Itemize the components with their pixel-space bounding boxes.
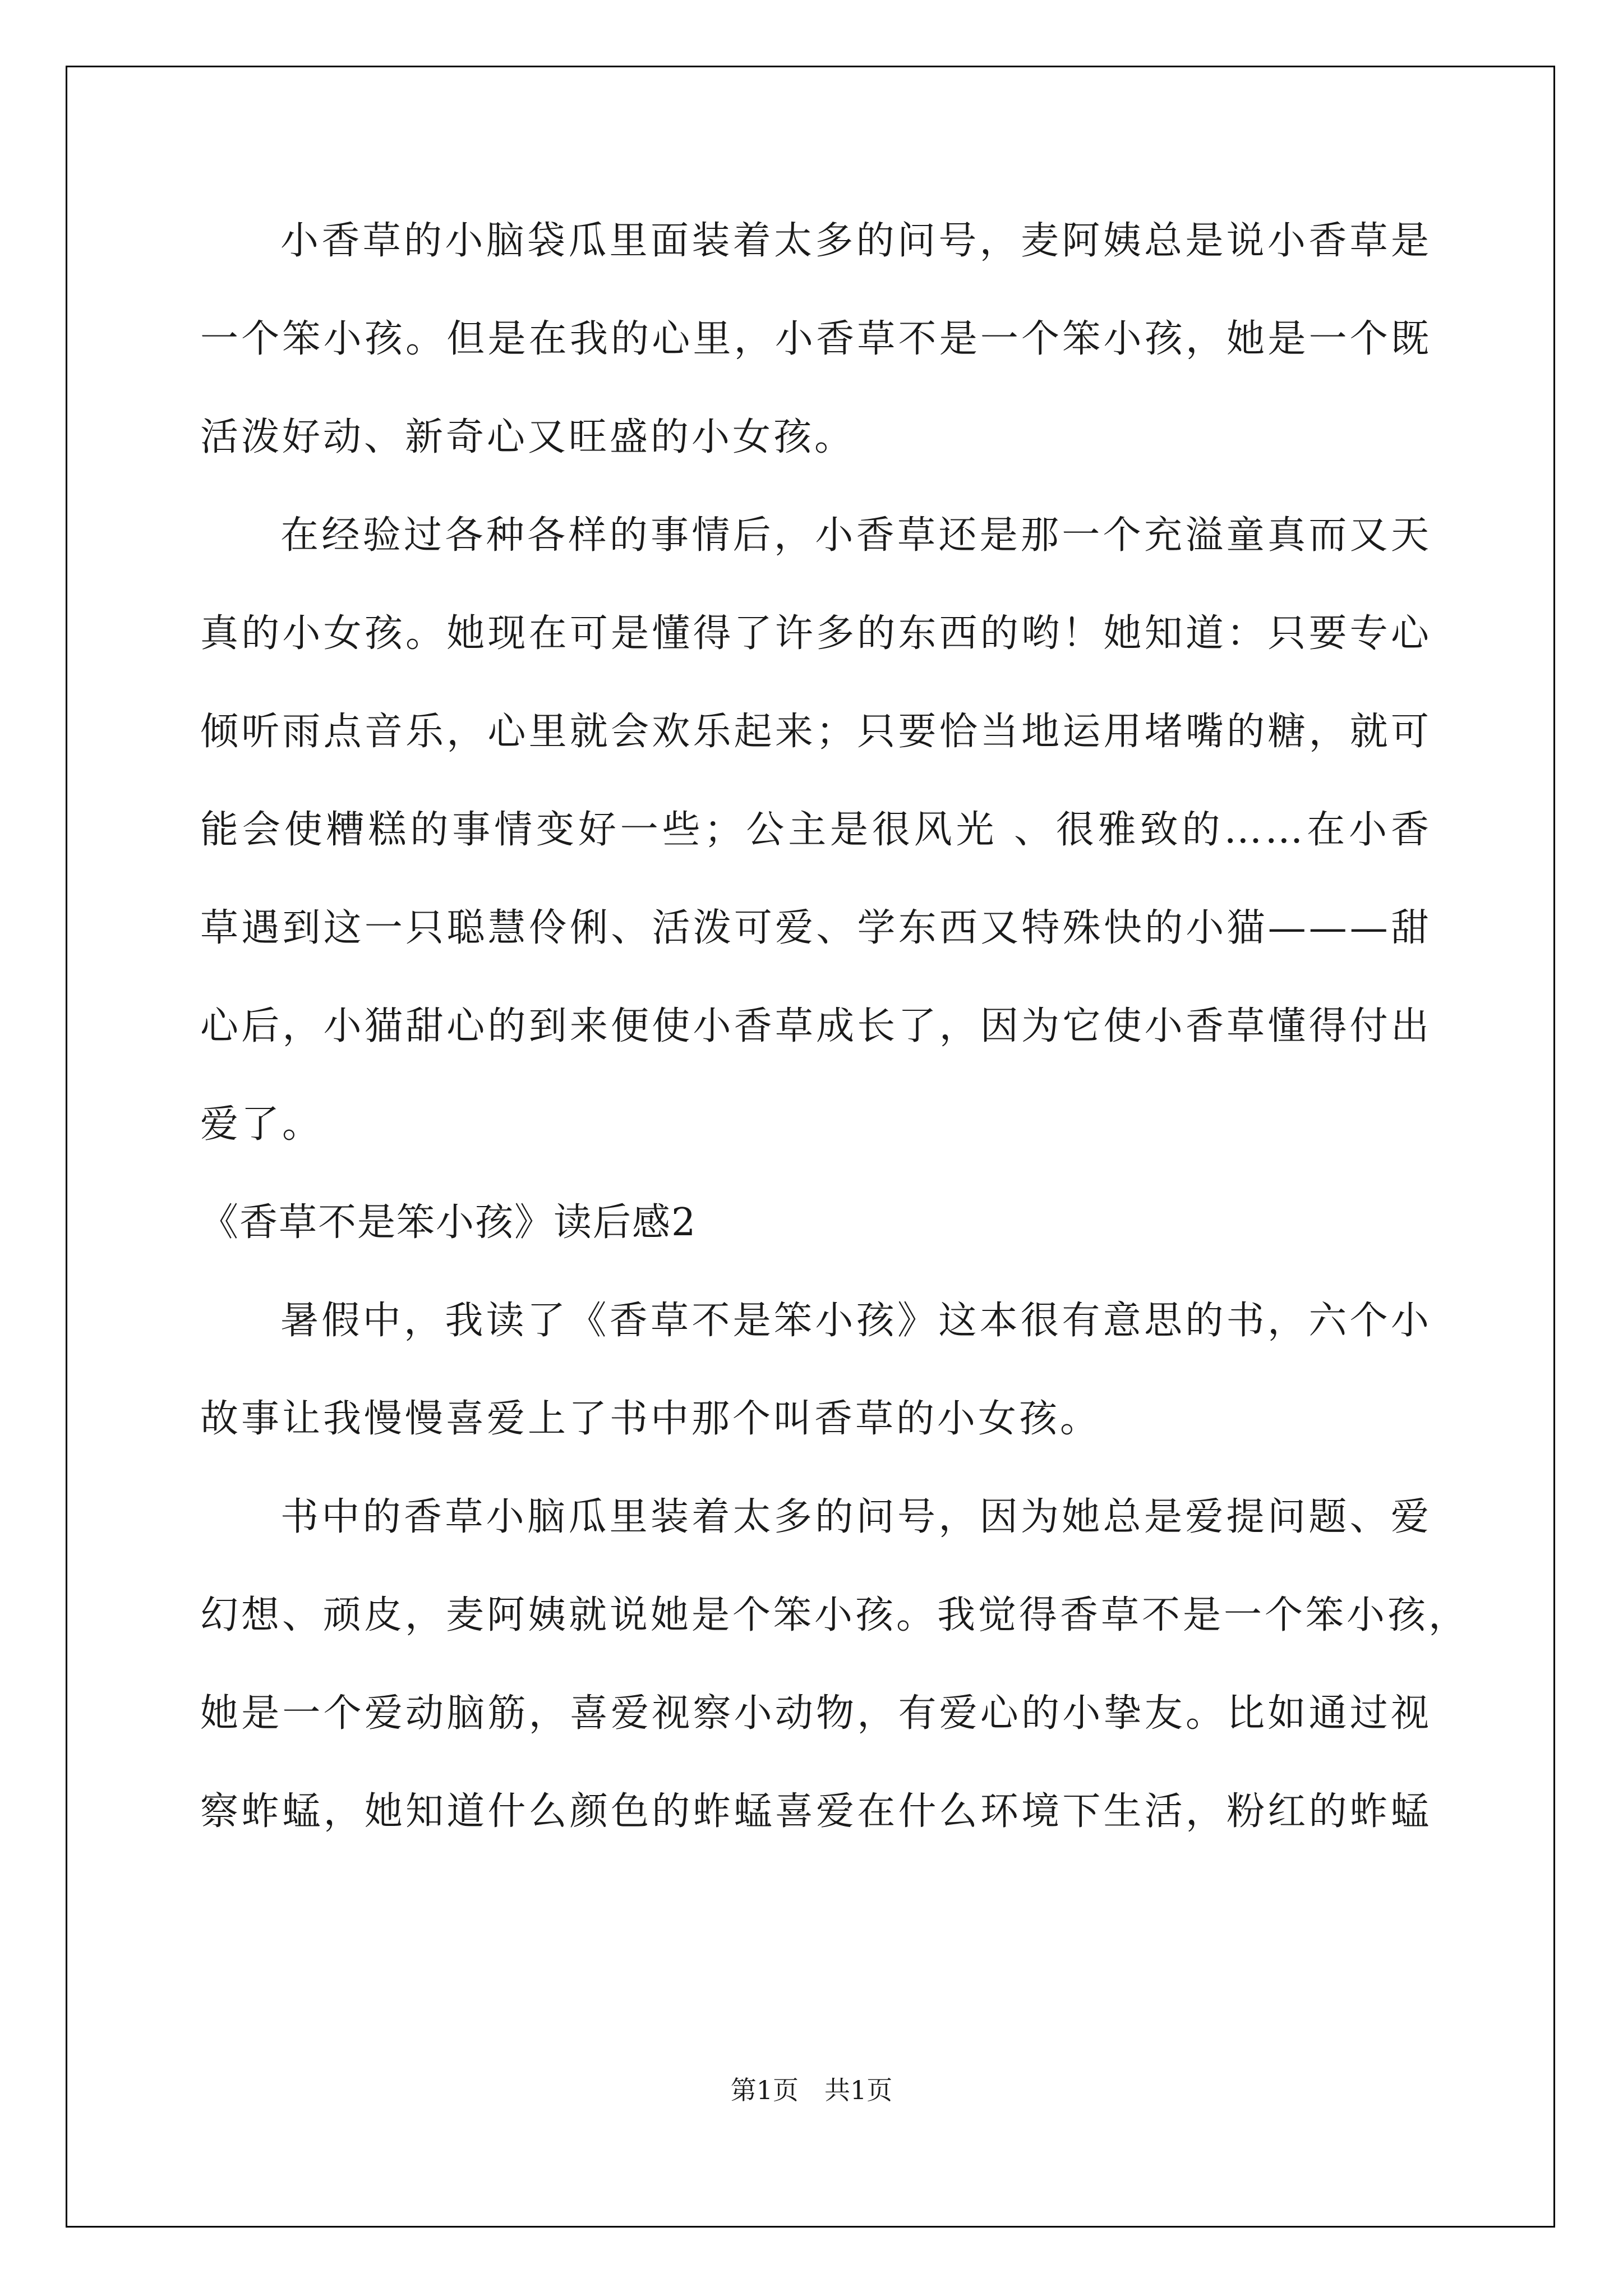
paragraph-line: 她是一个爱动脑筋，喜爱视察小动物，有爱心的小挚友。比如通过视	[200, 1691, 1432, 1736]
paragraph-line: 爱了。	[200, 1102, 324, 1147]
paragraph-line: 小香草的小脑袋瓜里面装着太多的问号，麦阿姨总是说小香草是	[280, 219, 1432, 263]
paragraph-line: 暑假中，我读了《香草不是笨小孩》这本很有意思的书，六个小	[280, 1299, 1432, 1343]
paragraph-line: 一个笨小孩。但是在我的心里，小香草不是一个笨小孩，她是一个既	[200, 317, 1432, 361]
paragraph-line: 在经验过各种各样的事情后，小香草还是那一个充溢童真而又天	[280, 513, 1432, 558]
paragraph-line: 草遇到这一只聪慧伶俐、活泼可爱、学东西又特殊快的小猫———甜	[200, 906, 1432, 950]
paragraph-line: 书中的香草小脑瓜里装着太多的问号，因为她总是爱提问题、爱	[280, 1495, 1432, 1539]
paragraph-line: 能会使糟糕的事情变好一些；公主是很风光 、很雅致的……在小香	[200, 808, 1432, 852]
paragraph-line: 倾听雨点音乐，心里就会欢乐起来；只要恰当地运用堵嘴的糖，就可	[200, 710, 1432, 754]
document-body	[200, 213, 1470, 1882]
section-heading: 《香草不是笨小孩》读后感2	[200, 1200, 697, 1245]
paragraph-line: 真的小女孩。她现在可是懂得了许多的东西的哟！她知道：只要专心	[200, 611, 1432, 656]
paragraph-line: 心后，小猫甜心的到来便使小香草成长了，因为它使小香草懂得付出	[200, 1004, 1432, 1048]
paragraph-line: 察蚱蜢，她知道什么颜色的蚱蜢喜爱在什么环境下生活，粉红的蚱蜢	[200, 1789, 1432, 1834]
paragraph-line: 活泼好动、新奇心又旺盛的小女孩。	[200, 415, 856, 459]
page-footer: 第1页 共1页	[730, 2075, 893, 2105]
paragraph-line: 故事让我慢慢喜爱上了书中那个叫香草的小女孩。	[200, 1397, 1101, 1441]
paragraph-line: 幻想、顽皮，麦阿姨就说她是个笨小孩。我觉得香草不是一个笨小孩，	[200, 1593, 1470, 1637]
